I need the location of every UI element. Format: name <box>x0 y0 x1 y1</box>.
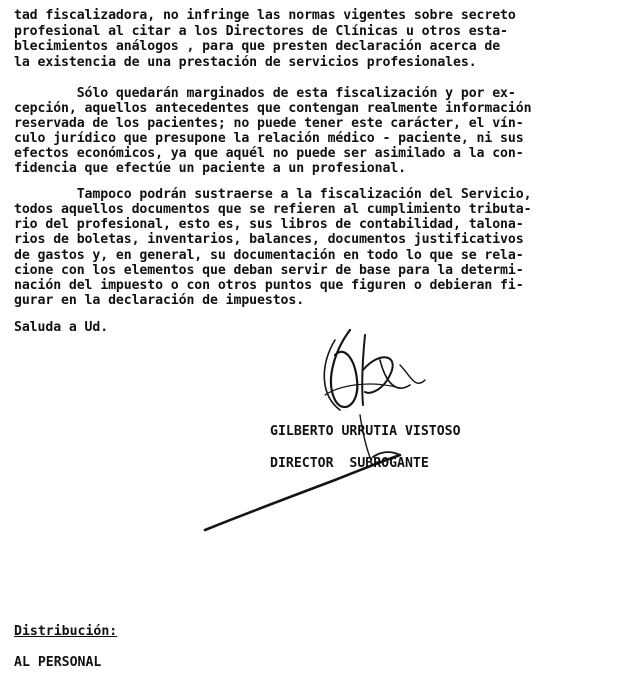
paragraph-2-line: cepción, aquellos antecedentes que contengan realmente información <box>14 101 532 116</box>
signatory-name: GILBERTO URRUTIA VISTOSO <box>270 424 461 439</box>
paragraph-3-line: rio del profesional, esto es, sus libros de contabilidad, talona- <box>14 217 524 232</box>
paragraph-3-line: todos aquellos documentos que se refieren al cumplimiento tributa- <box>14 202 532 217</box>
paragraph-2-line: Sólo quedarán marginados de esta fiscalización y por ex- <box>14 86 516 101</box>
paragraph-2-line: fidencia que efectúe un paciente a un profesional. <box>14 161 406 176</box>
paragraph-2-line: culo jurídico que presupone la relación médico - paciente, ni sus <box>14 131 524 146</box>
paragraph-2-line: reservada de los pacientes; no puede tener este carácter, el vín- <box>14 116 524 131</box>
distribution-recipient: AL PERSONAL <box>14 655 102 670</box>
signatory-title: DIRECTOR SUBROGANTE <box>270 456 429 471</box>
paragraph-1-line: la existencia de una prestación de servicios profesionales. <box>14 55 477 70</box>
paragraph-3-line: cione con los elementos que deban servir de base para la determi- <box>14 263 524 278</box>
paragraph-1-line: profesional al citar a los Directores de Clínicas u otros esta- <box>14 24 508 39</box>
paragraph-3-line: rios de boletas, inventarios, balances, documentos justificativos <box>14 232 524 247</box>
distribution-label: Distribución: <box>14 624 118 639</box>
paragraph-2-line: efectos económicos, ya que aquél no puede ser asimilado a la con- <box>14 146 524 161</box>
paragraph-1-line: blecimientos análogos , para que presten declaración acerca de <box>14 39 501 54</box>
closing-salutation: Saluda a Ud. <box>14 320 109 335</box>
paragraph-3-line: gurar en la declaración de impuestos. <box>14 293 305 308</box>
paragraph-1-line: tad fiscalizadora, no infringe las normas vigentes sobre secreto <box>14 8 516 23</box>
paragraph-3-line: nación del impuesto o con otros puntos que figuren o debieran fi- <box>14 278 524 293</box>
paragraph-3-line: de gastos y, en general, su documentación en todo lo que se rela- <box>14 248 524 263</box>
paragraph-3-line: Tampoco podrán sustraerse a la fiscalización del Servicio, <box>14 187 532 202</box>
